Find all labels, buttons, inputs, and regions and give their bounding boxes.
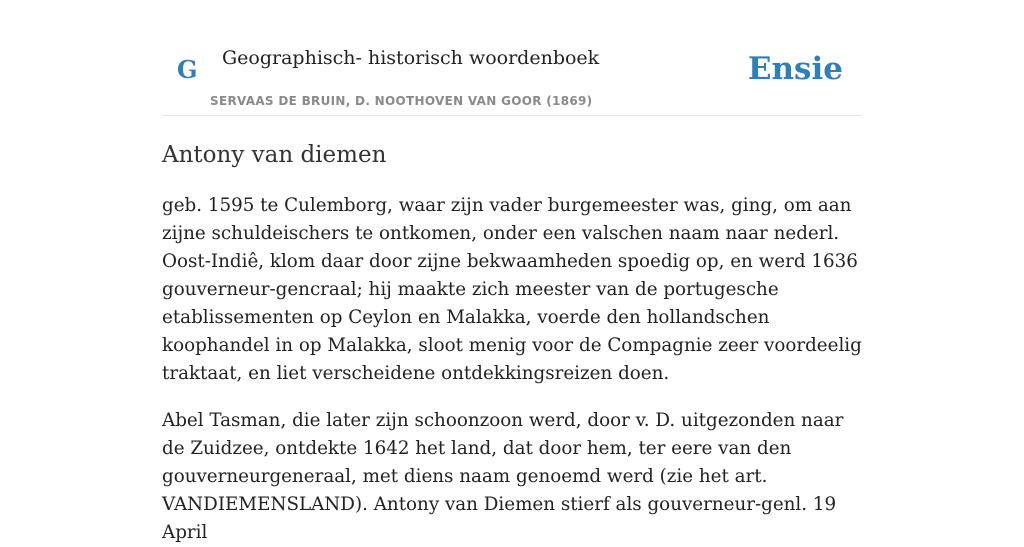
entry-paragraph: geb. 1595 te Culemborg, waar zijn vader burgemeester was, ging, om aan zijne schuldeischers te ontkomen, onder een valschen naam naar nederl. Oost-Indiê, klom daar door zijne bekwaamheden spoedig op, en werd 1636 gouverneur-gencraal; hij maakte zich meester van de portugesche etablissementen op Ceylon en Malakka, voerde den hollandschen koophandel in op Malakka, sloot menig voor de Compagnie zeer voordeelig traktaat, en liet verscheidene ontdekkingsreizen doen. xyxy=(162,195,862,384)
page-container xyxy=(162,0,862,547)
book-authors: SERVAAS DE BRUIN, D. NOOTHOVEN VAN GOOR (1869) xyxy=(210,94,593,108)
book-title-link[interactable]: Geographisch- historisch woordenboek xyxy=(222,47,600,69)
entry-title: Antony van diemen xyxy=(162,142,387,168)
book-logo-icon[interactable]: G xyxy=(177,55,198,84)
brand-logo-link[interactable]: Ensie xyxy=(747,51,843,87)
entry-paragraph: Abel Tasman, die later zijn schoonzoon werd, door v. D. uitgezonden naar de Zuidzee, ontdekte 1642 het land, dat door hem, ter eere van den gouverneurgeneraal, met diens naam genoemd werd (zie het art. VANDIEMENSLAND). Antony van Diemen stierf als gouverneur-genl. 19 April xyxy=(162,410,844,543)
page-header xyxy=(162,0,862,116)
